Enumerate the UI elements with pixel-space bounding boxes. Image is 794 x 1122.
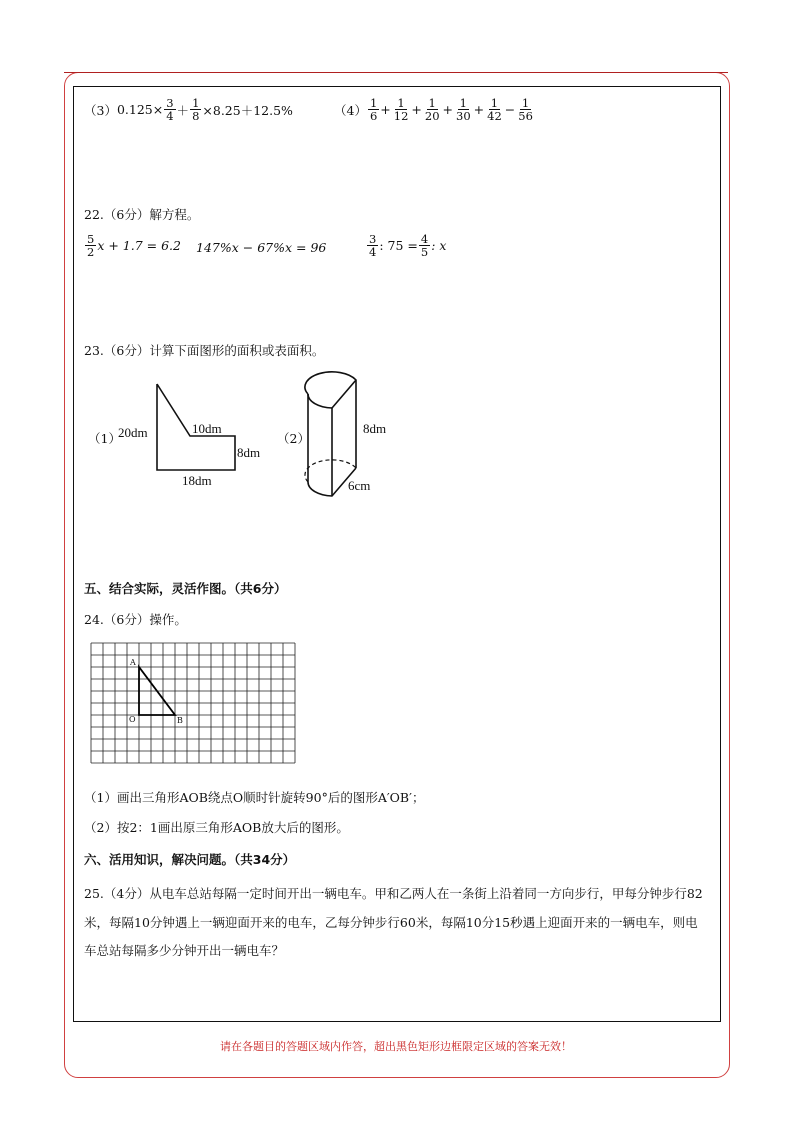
point-o-label: O [129, 715, 136, 724]
dim-right: 8dm [237, 445, 261, 460]
q21-p4-label: （4） [334, 102, 367, 118]
operator: + [380, 102, 391, 118]
fraction: $\frac{1}{42}$ [487, 96, 502, 124]
q24-title: 24.（6分）操作。 [84, 612, 187, 627]
q23-title: 23.（6分）计算下面图形的面积或表面积。 [84, 343, 325, 358]
q21-p3-tail: ×8.25＋12.5% [202, 102, 293, 118]
fraction: $\frac{5}{2}$ [87, 232, 95, 260]
point-a-label: A [130, 658, 136, 667]
q21-part3 [84, 97, 293, 122]
section-5-heading: 五、结合实际，灵活作图。（共6分） [84, 581, 287, 596]
fraction: $\frac{1}{6}$ [369, 96, 378, 124]
eq3-mid: : 75 = [379, 238, 418, 254]
eq1-text: x + 1.7 = 6.2 [97, 238, 181, 254]
operator: − [504, 102, 516, 118]
q22-title: 22.（6分）解方程。 [84, 207, 200, 222]
q24-step2: （2）按2：1画出原三角形AOB放大后的图形。 [84, 820, 349, 835]
point-b-label: B [177, 716, 183, 725]
fraction: $\frac{3}{4}$ [369, 232, 377, 260]
operator: + [411, 102, 422, 118]
operator: + [442, 102, 454, 118]
q23-fig1-label: （1） [88, 431, 121, 446]
q22-eq3 [366, 233, 446, 258]
q21-p3-lead: 0.125× [116, 102, 164, 118]
q22-eq2: 147%x − 67%x = 96 [196, 240, 327, 255]
fraction: $\frac{3}{4}$ [166, 96, 174, 124]
fraction: $\frac{1}{8}$ [192, 96, 200, 124]
fraction: $\frac{1}{12}$ [393, 96, 409, 124]
dim-left: 20dm [118, 425, 148, 440]
section-6-heading: 六、活用知识，解决问题。（共34分） [84, 852, 296, 867]
grid-paper [90, 642, 296, 766]
fraction: $\frac{4}{5}$ [420, 232, 429, 260]
dim-bottom: 18dm [182, 473, 212, 488]
plus-sign: ＋ [176, 102, 190, 118]
operator: + [473, 102, 485, 118]
footer-warning: 请在各题目的答题区域内作答，超出黑色矩形边框限定区域的答案无效！ [220, 1040, 572, 1053]
eq3-tail: : x [431, 238, 447, 254]
q21-p3-label: （3） [84, 102, 117, 118]
dim-height: 8dm [363, 421, 387, 436]
dim-top: 10dm [192, 421, 222, 436]
q24-step1: （1）画出三角形AOB绕点O顺时针旋转90°后的图形A′OB′； [84, 790, 425, 805]
q22-eq1 [84, 233, 181, 258]
fraction: $\frac{1}{56}$ [518, 96, 533, 124]
q23-fig2-label: （2） [277, 431, 310, 446]
dim-radius: 6cm [348, 478, 371, 493]
header-rule [64, 72, 728, 73]
q21-part4 [334, 97, 536, 122]
fraction: $\frac{1}{30}$ [456, 96, 471, 124]
q25-text: 25.（4分）从电车总站每隔一定时间开出一辆电车。甲和乙两人在一条街上沿着同一方向步行，甲每分钟步行82米，每隔10分钟遇上一辆迎面开来的电车，乙每分钟步行60米，每隔10分15秒遇上迎面开来的一辆电车，则电车总站每隔多少分钟开出一辆电车？ [84, 886, 703, 958]
fraction: $\frac{1}{20}$ [424, 96, 440, 124]
